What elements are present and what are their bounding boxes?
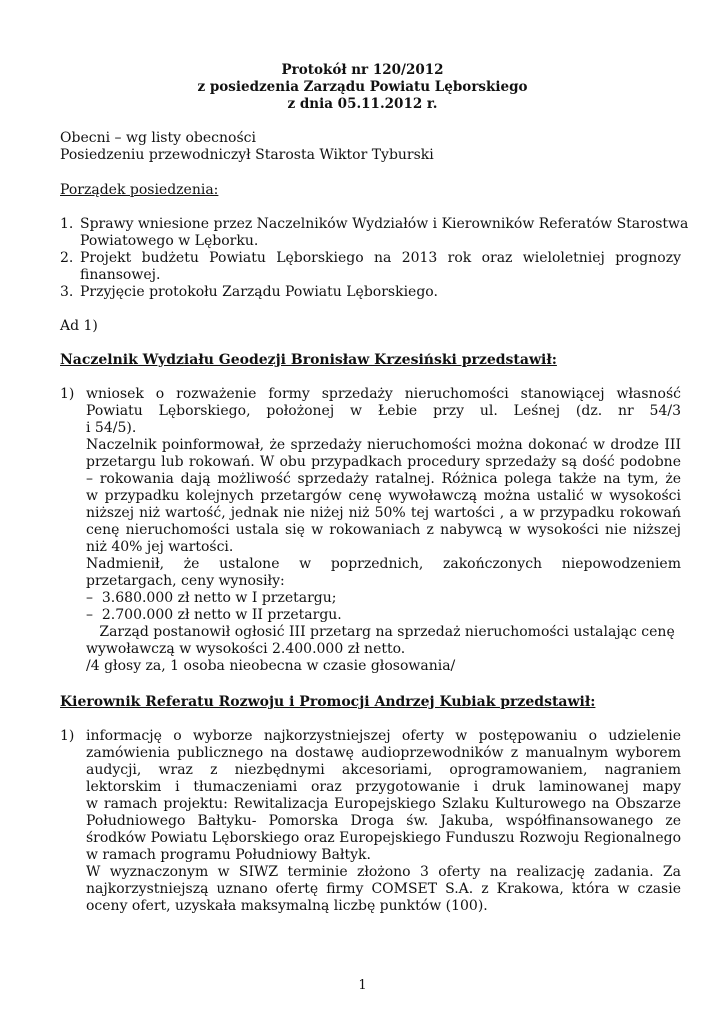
ad-1-marker: Ad 1) — [60, 318, 98, 334]
page-number: 1 — [358, 978, 367, 993]
attendance-present: Obecni – wg listy obecności — [60, 130, 256, 146]
section-item-number: 1) — [60, 728, 75, 744]
paragraph-line: i 54/5). — [86, 420, 137, 436]
paragraph-line: przetargach, ceny wynosiły: — [86, 573, 285, 589]
agenda-item-3-line-1: Przyjęcie protokołu Zarządu Powiatu Lęborskiego. — [80, 284, 438, 300]
paragraph-line: niż 40% jej wartości. — [86, 539, 234, 555]
paragraph-line: W wyznaczonym w SIWZ terminie złożono 3 oferty na realizację zadania. Za — [86, 864, 681, 880]
paragraph-line: Nadmienił, że ustalone w poprzednich, zakończonych niepowodzeniem — [86, 556, 681, 572]
paragraph-line: wniosek o rozważenie formy sprzedaży nieruchomości stanowiącej własność — [86, 386, 681, 402]
paragraph-line: Naczelnik poinformował, że sprzedaży nieruchomości można dokonać w drodze III — [86, 437, 681, 453]
agenda-item-number: 3. — [60, 284, 74, 300]
paragraph-line: środków Powiatu Lęborskiego oraz Europejskiego Funduszu Rozwoju Regionalnego — [86, 830, 681, 846]
paragraph-line: Powiatu Lęborskiego, położonej w Łebie przy ul. Leśnej (dz. nr 54/3 — [86, 403, 681, 419]
section-item-number: 1) — [60, 386, 75, 402]
protocol-subtitle: z posiedzenia Zarządu Powiatu Lęborskiego — [197, 79, 528, 95]
protocol-date: z dnia 05.11.2012 r. — [287, 96, 438, 112]
paragraph-line: – rokowania dają możliwość sprzedaży ratalnej. Różnica polega także na tym, że — [86, 471, 681, 487]
paragraph-line: w przypadku kolejnych przetargów cenę wywoławczą można ustalić w wysokości — [86, 488, 681, 504]
paragraph-line: przetargu lub rokowań. W obu przypadkach procedury sprzedaży są dość podobne — [86, 454, 681, 470]
paragraph-line: niższej niż wartość, jednak nie niżej niż 50% tej wartości , a w przypadku rokowań — [86, 505, 681, 521]
vote-result: /4 głosy za, 1 osoba nieobecna w czasie głosowania/ — [86, 658, 456, 674]
agenda-item-1-line-1: Sprawy wniesione przez Naczelników Wydziałów i Kierowników Referatów Starostwa — [80, 216, 689, 232]
decision-line: Zarząd postanowił ogłosić III przetarg na sprzedaż nieruchomości ustalając cenę — [86, 624, 675, 640]
paragraph-line: informację o wyborze najkorzystniejszej oferty w postępowaniu o udzielenie — [86, 728, 681, 744]
paragraph-line: Południowego Bałtyku- Pomorska Droga św. Jakuba, współfinansowanego ze — [86, 813, 681, 829]
paragraph-line: najkorzystniejszą uznano ofertę firmy COMSET S.A. z Krakowa, która w czasie — [86, 881, 681, 897]
agenda-item-number: 1. — [60, 216, 74, 232]
paragraph-line: lektorskim i tłumaczeniami oraz przygotowanie i druk laminowanej mapy — [86, 779, 681, 795]
section-geodesy-heading: Naczelnik Wydziału Geodezji Bronisław Krzesiński przedstawił: — [60, 352, 557, 368]
paragraph-line: zamówienia publicznego na dostawę audioprzewodników z manualnym wyborem — [86, 745, 681, 761]
price-list-item: – 2.700.000 zł netto w II przetargu. — [86, 607, 342, 623]
paragraph-line: oceny ofert, uzyskała maksymalną liczbę punktów (100). — [86, 898, 488, 914]
paragraph-line: w ramach programu Południowy Bałtyk. — [86, 847, 371, 863]
paragraph-line: w ramach projektu: Rewitalizacja Europejskiego Szlaku Kulturowego na Obszarze — [86, 796, 681, 812]
paragraph-line: audycji, wraz z niezbędnymi akcesoriami, oprogramowaniem, nagraniem — [86, 762, 681, 778]
protocol-title: Protokół nr 120/2012 — [281, 62, 444, 78]
agenda-item-number: 2. — [60, 250, 74, 266]
agenda-item-1-line-2: Powiatowego w Lęborku. — [80, 233, 259, 249]
price-list-item: – 3.680.000 zł netto w I przetargu; — [86, 590, 337, 606]
section-development-heading: Kierownik Referatu Rozwoju i Promocji Andrzej Kubiak przedstawił: — [60, 694, 596, 710]
agenda-heading: Porządek posiedzenia: — [60, 182, 219, 198]
agenda-item-2-line-1: Projekt budżetu Powiatu Lęborskiego na 2013 rok oraz wieloletniej prognozy — [80, 250, 681, 266]
decision-line: wywoławczą w wysokości 2.400.000 zł netto. — [86, 641, 406, 657]
paragraph-line: cenę nieruchomości ustala się w rokowaniach z nabywcą w wysokości nie niższej — [86, 522, 681, 538]
agenda-item-2-line-2: finansowej. — [80, 267, 161, 283]
attendance-chair: Posiedzeniu przewodniczył Starosta Wiktor Tyburski — [60, 147, 434, 163]
